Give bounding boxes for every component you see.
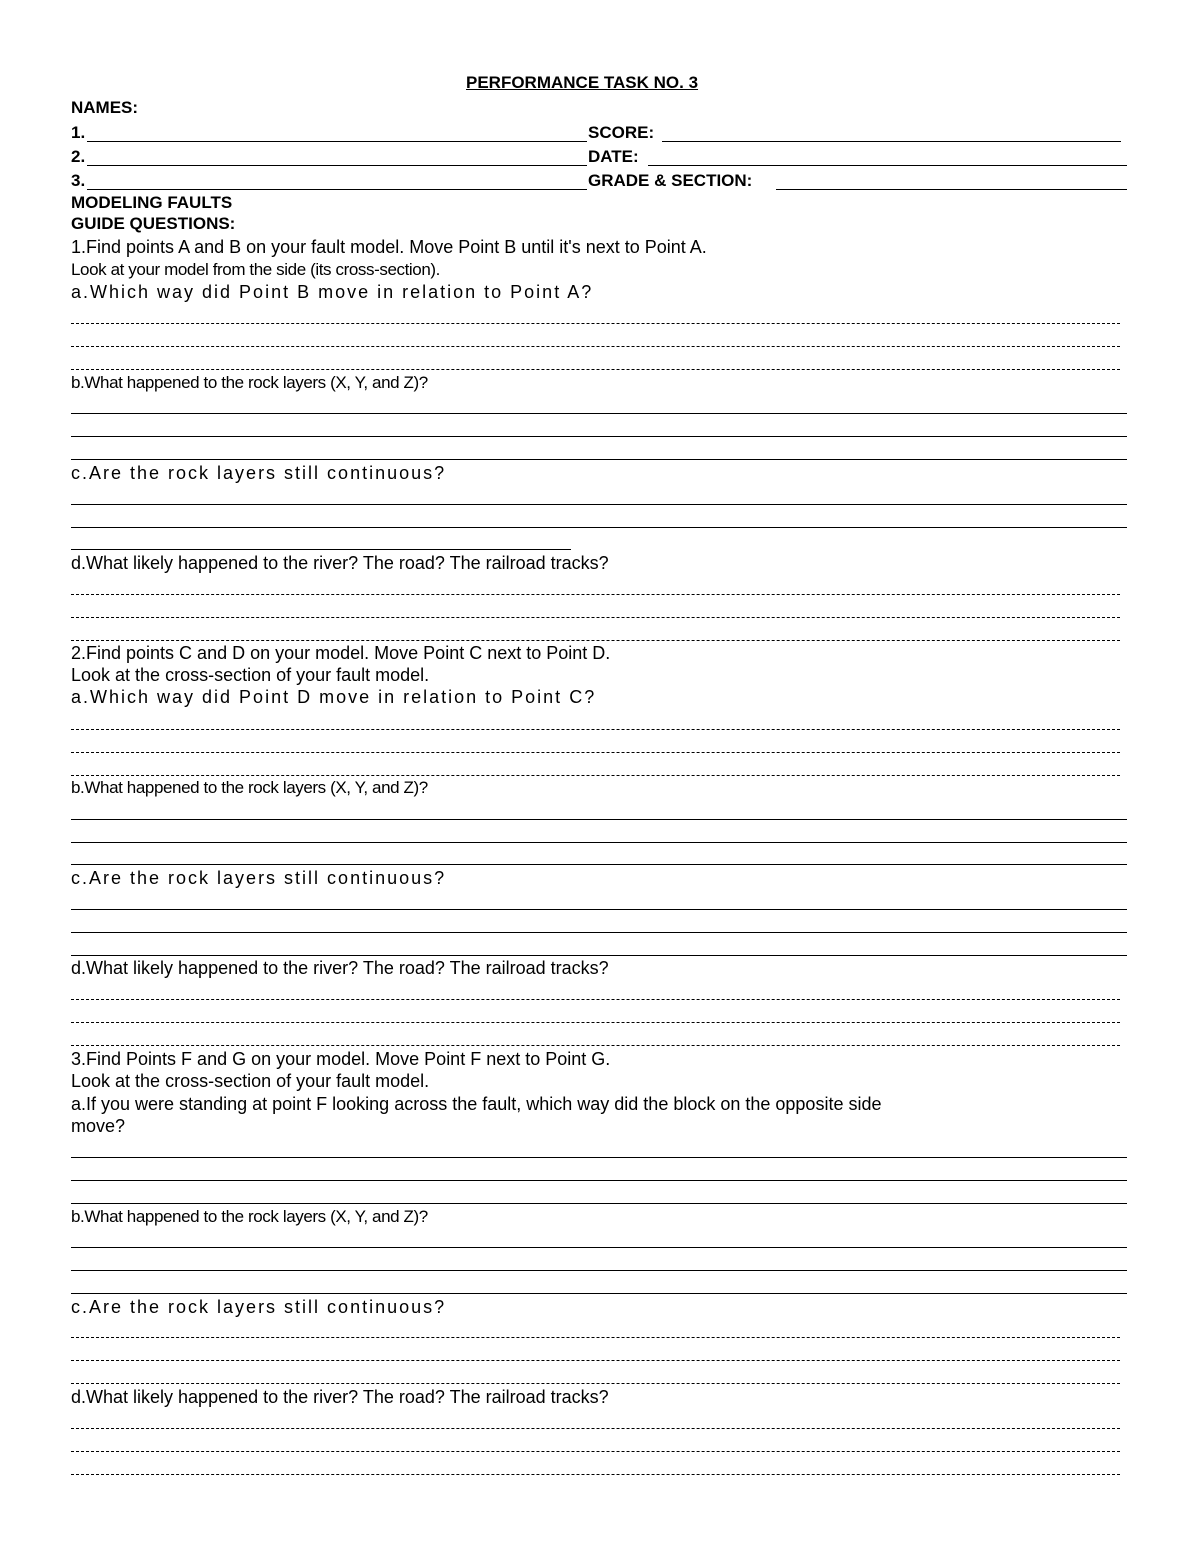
- q3a-question: a.If you were standing at point F looking across the fault, which way did the block on the opposite side: [71, 1094, 882, 1114]
- q2b-answer-line[interactable]: [71, 842, 1127, 843]
- q1c-answer-line[interactable]: [71, 504, 1127, 505]
- q2b-question: b.What happened to the rock layers (X, Y, and Z)?: [71, 778, 428, 797]
- section-title: MODELING FAULTS: [71, 193, 233, 212]
- q1a-answer-line[interactable]: [71, 323, 1120, 324]
- q2c-question: c.Are the rock layers still continuous?: [71, 868, 447, 888]
- q2c-answer-line[interactable]: [71, 932, 1127, 933]
- q3c-answer-line[interactable]: [71, 1337, 1120, 1338]
- q2d-answer-line[interactable]: [71, 999, 1120, 1000]
- q1d-question: d.What likely happened to the river? The road? The railroad tracks?: [71, 553, 609, 573]
- q1c-answer-line[interactable]: [71, 527, 1127, 528]
- name-2-field[interactable]: [87, 165, 587, 166]
- q3b-question: b.What happened to the rock layers (X, Y, and Z)?: [71, 1207, 428, 1226]
- q3-instruction-2: Look at the cross-section of your fault model.: [71, 1071, 430, 1091]
- q3b-answer-line[interactable]: [71, 1293, 1127, 1294]
- q2-instruction: 2.Find points C and D on your model. Move Point C next to Point D.: [71, 643, 611, 663]
- q1a-answer-line[interactable]: [71, 369, 1120, 370]
- q2b-answer-line[interactable]: [71, 864, 1127, 865]
- q2a-question: a.Which way did Point D move in relation to Point C?: [71, 687, 597, 707]
- q2b-answer-line[interactable]: [71, 819, 1127, 820]
- q2c-answer-line[interactable]: [71, 909, 1127, 910]
- q2a-answer-line[interactable]: [71, 752, 1120, 753]
- q1c-question: c.Are the rock layers still continuous?: [71, 463, 447, 483]
- q2a-answer-line[interactable]: [71, 729, 1120, 730]
- page-title: PERFORMANCE TASK NO. 3: [466, 73, 699, 92]
- guide-questions-title: GUIDE QUESTIONS:: [71, 214, 236, 233]
- q2c-answer-line[interactable]: [71, 955, 1127, 956]
- q3d-answer-line[interactable]: [71, 1428, 1120, 1429]
- q1b-answer-line[interactable]: [71, 436, 1127, 437]
- q3b-answer-line[interactable]: [71, 1247, 1127, 1248]
- q3b-answer-line[interactable]: [71, 1270, 1127, 1271]
- name-1-field[interactable]: [87, 141, 587, 142]
- name-row-2-number: 2.: [71, 147, 86, 166]
- q2d-answer-line[interactable]: [71, 1045, 1120, 1046]
- q1c-answer-line[interactable]: [71, 549, 571, 550]
- names-label: NAMES:: [71, 98, 139, 117]
- q1a-answer-line[interactable]: [71, 346, 1120, 347]
- q1-instruction: 1.Find points A and B on your fault model. Move Point B until it's next to Point A.: [71, 237, 707, 257]
- date-field[interactable]: [648, 165, 1127, 166]
- q3c-answer-line[interactable]: [71, 1360, 1120, 1361]
- q3c-question: c.Are the rock layers still continuous?: [71, 1297, 447, 1317]
- q3a-question-continued: move?: [71, 1116, 126, 1136]
- q2-instruction-2: Look at the cross-section of your fault model.: [71, 665, 430, 685]
- q2a-answer-line[interactable]: [71, 775, 1120, 776]
- q3c-answer-line[interactable]: [71, 1383, 1120, 1384]
- score-label: SCORE:: [588, 123, 655, 142]
- q3d-question: d.What likely happened to the river? The road? The railroad tracks?: [71, 1387, 609, 1407]
- q1d-answer-line[interactable]: [71, 594, 1120, 595]
- q2d-question: d.What likely happened to the river? The road? The railroad tracks?: [71, 958, 609, 978]
- q1b-question: b.What happened to the rock layers (X, Y, and Z)?: [71, 373, 428, 392]
- q3a-answer-line[interactable]: [71, 1180, 1127, 1181]
- name-3-field[interactable]: [87, 189, 587, 190]
- q2d-answer-line[interactable]: [71, 1022, 1120, 1023]
- q1d-answer-line[interactable]: [71, 617, 1120, 618]
- q3d-answer-line[interactable]: [71, 1474, 1120, 1475]
- grade-section-field[interactable]: [776, 189, 1127, 190]
- name-row-3-number: 3.: [71, 171, 86, 190]
- q1a-question: a.Which way did Point B move in relation to Point A?: [71, 282, 594, 302]
- name-row-1-number: 1.: [71, 123, 86, 142]
- q1b-answer-line[interactable]: [71, 459, 1127, 460]
- q3-instruction: 3.Find Points F and G on your model. Move Point F next to Point G.: [71, 1049, 611, 1069]
- q1b-answer-line[interactable]: [71, 413, 1127, 414]
- date-label: DATE:: [588, 147, 639, 166]
- q3a-answer-line[interactable]: [71, 1157, 1127, 1158]
- q1-instruction-2: Look at your model from the side (its cross-section).: [71, 260, 441, 279]
- grade-section-label: GRADE & SECTION:: [588, 171, 753, 190]
- q1d-answer-line[interactable]: [71, 640, 1120, 641]
- q3d-answer-line[interactable]: [71, 1451, 1120, 1452]
- score-field[interactable]: [662, 141, 1121, 142]
- q3a-answer-line[interactable]: [71, 1203, 1127, 1204]
